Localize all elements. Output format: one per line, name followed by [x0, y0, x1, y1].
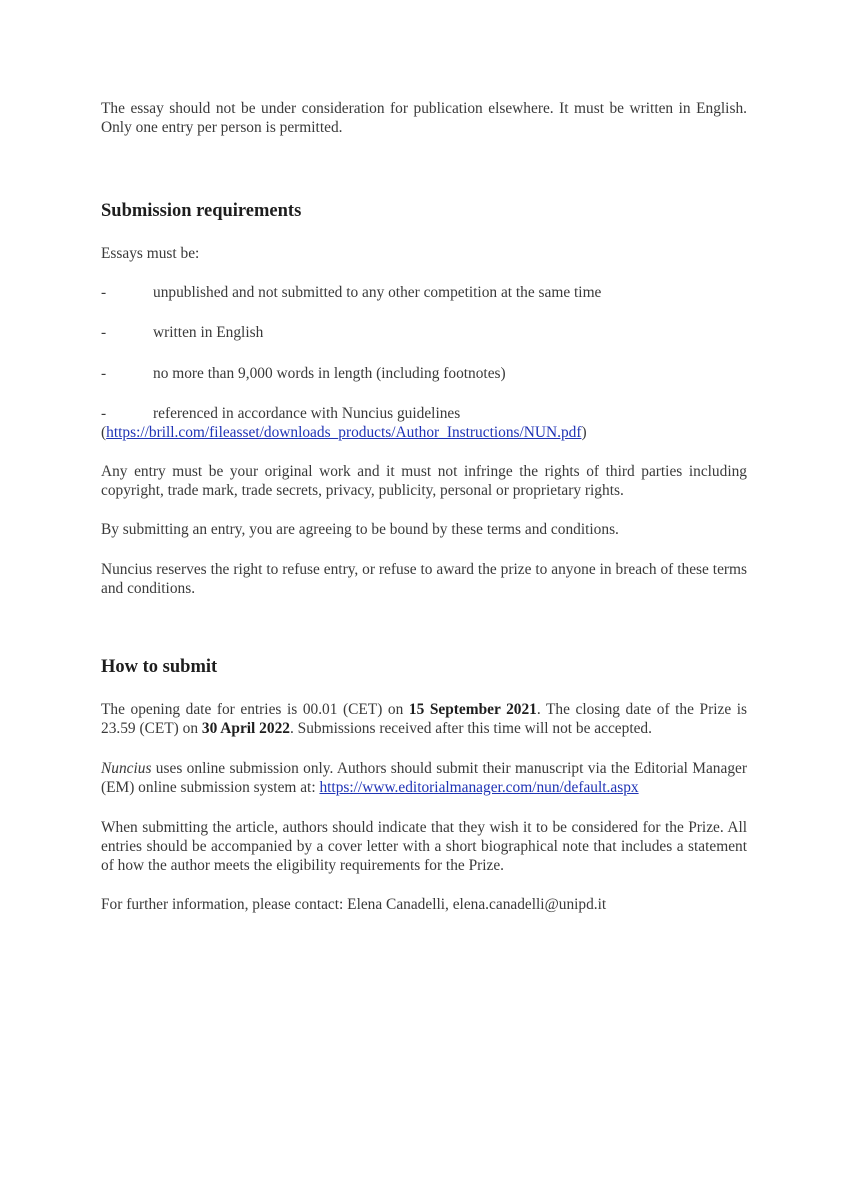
bullet-dash: - [101, 405, 107, 422]
closing-date: 30 April 2022 [201, 720, 290, 737]
opening-date: 15 September 2021 [408, 701, 537, 718]
online-submission-paragraph: Nuncius uses online submission only. Authors should submit their manuscript via the Editorial Manager (EM) online submission system at: https://www.editorialmanager.com/nun/default.aspx [101, 760, 747, 796]
requirement-text: referenced in accordance with Nuncius guidelines [153, 405, 461, 422]
guidelines-line: (https://brill.com/fileasset/downloads_products/Author_Instructions/NUN.pdf) [101, 424, 587, 441]
originality-paragraph: Any entry must be your original work and it must not infringe the rights of third parties including copyright, trade mark, trade secrets, privacy, publicity, personal or proprietary rights. [101, 463, 747, 499]
requirement-text: no more than 9,000 words in length (including footnotes) [153, 365, 506, 382]
dates-paragraph: The opening date for entries is 00.01 (CET) on 15 September 2021. The closing date of the Prize is 23.59 (CET) on 30 April 2022. Submissions received after this time will not be accepted. [101, 701, 747, 737]
journal-name: Nuncius [101, 760, 152, 777]
agreement-paragraph: By submitting an entry, you are agreeing to be bound by these terms and conditions. [101, 521, 619, 538]
essays-must-be-text: Essays must be: [101, 245, 200, 262]
submission-requirements-heading: Submission requirements [101, 201, 302, 221]
contact-paragraph: For further information, please contact: Elena Canadelli, elena.canadelli@unipd.it [101, 896, 607, 913]
bullet-dash: - [101, 365, 107, 382]
how-to-submit-heading: How to submit [101, 657, 218, 677]
editorial-manager-link[interactable]: https://www.editorialmanager.com/nun/default.aspx [319, 779, 639, 796]
bullet-dash: - [101, 324, 107, 341]
requirement-text: written in English [153, 324, 264, 341]
bullet-dash: - [101, 284, 107, 301]
requirement-text: unpublished and not submitted to any other competition at the same time [153, 284, 602, 301]
intro-paragraph: The essay should not be under consideration for publication elsewhere. It must be written in English. Only one entry per person is permitted. [101, 100, 747, 136]
refusal-paragraph: Nuncius reserves the right to refuse entry, or refuse to award the prize to anyone in breach of these terms and conditions. [101, 561, 747, 597]
indicate-prize-paragraph: When submitting the article, authors should indicate that they wish it to be considered for the Prize. All entries should be accompanied by a cover letter with a short biographical note that includes a statement of how the author meets the eligibility requirements for the Prize. [101, 819, 747, 874]
guidelines-link[interactable]: https://brill.com/fileasset/downloads_products/Author_Instructions/NUN.pdf [106, 424, 582, 441]
